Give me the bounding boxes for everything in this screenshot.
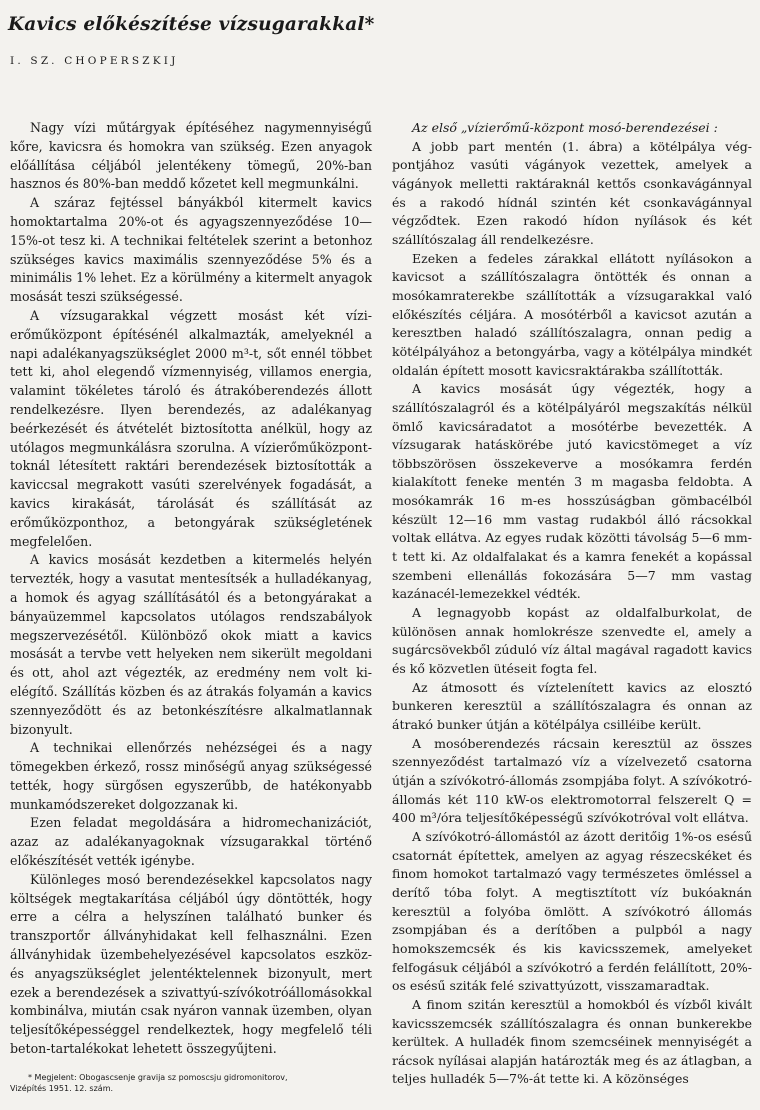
paragraph: A száraz fejtéssel bányákból kitermelt kavics homoktartalma 20%-ot és agyagszennyeződése 10—15%-ot tesz ki. A technikai feltételek szerint a betonhoz szükséges kavics maximális szennyeződése 5% és a minimális 1% lehet. Ez a körülmény a kitermelt anyagok mosását teszi szükségessé. — [10, 195, 372, 305]
paragraph: A jobb part mentén (1. ábra) a kötélpálya végpontjához vasúti vágányok vezettek, amelyek a vágányok melletti raktáraknál kettős csonkavágánnyal és a rakodó hídnál szintén két csonkavágánnyal végződtek. Ezen rakodó hídon nyílások és két szállítószalag áll rendelkezésre. — [392, 138, 752, 247]
footnote-line: * Megjelent: Obogascsenje gravija sz pomoscsju gidromonitorov, — [28, 1073, 288, 1082]
paragraph: Az átmosott és víztelenített kavics az elosztó bunkeren keresztül a szállítószalagra és onnan az átrakó bunker útján a kötélpálya csilléibe került. — [392, 679, 752, 732]
paragraph: A szívókotró-állomástól az ázott deritőig 1%-os esésű csatornát építettek, amelyen az agyag részecskéket és finom homokot tartalmazó vagy természetes ömléssel a derítő tóba folyt. A megtisztított víz bukóaknán keresztül a folyóba ömlött. A szívókotró állomás zsompjában és a derítőben a pulpból a nagy homokszemcsék és kis kavicsszemek, amelyeket felfogásuk céljából a szívókotró a ferdén felállított, 20%-os esésű sziták felé szivattyúzott, visszamaradtak. — [392, 828, 752, 994]
footnote-line: Vizépítés 1951. 12. szám. — [10, 1084, 114, 1093]
paragraph: A finom szitán keresztül a homokból és vízből kivált kavicsszemcsék szállítószalagra és onnan bunkerekbe kerültek. A hulladék finom szemcséinek mennyiségét a rácsok nyílásai alapján határozták meg és az átlagban, a teljes hulladék 5—7%-át tette ki. A közönséges — [392, 996, 752, 1087]
right-column — [392, 119, 752, 1089]
paragraph: A kavics mosását úgy végezték, hogy a szállítószalagról és a kötélpályáról megszakítás nélkül ömlő kavicsáradatot a mosótérbe bevezették. A vízsugarak hatáskörébe jutó kavicstömeget a víz többszörösen összekeverve a mosókamra ferdén kialakított feneke mentén 3 m magasba feldobta. A mosókamrák 16 m-es hosszúságban gömbacélból készült 12—16 mm vastag rudakból álló rácsokkal voltak ellátva. Az egyes rudak közötti távolság 5—6 mm-t tett ki. Az oldalfalakat és a kamra fenekét a kopással szembeni ellenállás fokozására 5—7 mm vastag kazánacél-lemezekkel védték. — [392, 381, 752, 602]
paragraph: Ezeken a fedeles zárakkal ellátott nyílásokon a kavicsot a szállítószalagra öntötték és onnan a mosókamraterekbe szállították a vízsugarakkal való előkészítés céljára. A mosótérből a kavicsot azután a keresztben haladó szállítószalagra, onnan pedig a kötélpályához a betongyárba, vagy a kötélpálya mindkét oldalán épített mosott kavicsraktárakba szállították. — [392, 250, 752, 378]
article-title: Kavics előkészítése vízsugarakkal* — [8, 14, 375, 35]
article-author: I. SZ. CHOPERSZKIJ — [10, 55, 179, 67]
section-heading: Az első „vízierőmű-központ mosó-berendezései : — [412, 120, 718, 135]
paragraph: Nagy vízi műtárgyak építéséhez nagymennyiségű kőre, kavicsra és homokra van szükség. Ezen anyagok előállítása céljából jelentékeny tömegű, 20%-ban hasznos és 80%-ban meddő kőzetet kell megmunkálni. — [10, 120, 372, 192]
paragraph: A legnagyobb kopást az oldalfalburkolat, de különösen annak homlokrésze szenvedte el, amely a sugárcsövekből zúduló víz által magával ragadott kavics és kő közvetlen ütéseit fogta fel. — [392, 605, 752, 677]
paragraph: Ezen feladat megoldására a hidromechanizációt, azaz az adalékanyagoknak vízsugarakkal történő előkészítését vették igénybe. — [10, 815, 372, 869]
paragraph: A kavics mosását kezdetben a kitermelés helyén tervezték, hogy a vasutat mentesítsék a hulladékanyag, a homok és agyag szállításától és a betongyárakat a bányaüzemmel kapcsolatos utólagos rendszabályok megszervezésétől. Különböző okok miatt a kavics mosását a tervbe vett helyeken nem sikerült megoldani és ott, ahol azt végezték, az eredmény nem volt kielégítő. Szállítás közben és az átrakás folyamán a kavics szennyeződött és az betonkészítésre alkalmatlannak bizonyult. — [10, 552, 372, 737]
paragraph: A mosóberendezés rácsain keresztül az összes szennyeződést tartalmazó víz a vízelvezető csatorna útján a szívókotró-állomás zsompjába folyt. A szívókotró-állomás két 110 kW-os elektromotorral felszerelt Q = 400 m³/óra teljesítőképességű szívókotróval volt ellátva. — [392, 735, 752, 826]
paragraph: A vízsugarakkal végzett mosást két vízierőműközpont építésénél alkalmazták, amelyeknél a napi adalékanyagszükséglet 2000 m³-t, sőt ennél többet tett ki, ahol elegendő vízmennyiség, villamos energia, valamint tökéletes tároló és átrakóberendezés állott rendelkezésre. Ilyen berendezés, az adalékanyag beérkezését és átvételét biztosította anélkül, hogy az utólagos megmunkálásra szorulna. A vízierőműközponttoknál létesített raktári berendezések biztosították a kaviccsal megrakott vasúti szerelvények fogadását, a kavics kirakását, tárolását és szállítását az erőműközponthoz, a betongyárak szükségletének megfelelően. — [10, 307, 372, 549]
paragraph: Különleges mosó berendezésekkel kapcsolatos nagy költségek megtakarítása céljából úgy döntötték, hogy erre a célra a helyszínen található bunker és transzportőr állványhidakat kell felhasználni. Ezen állványhidak üzembehelyezésével kapcsolatos eszköz- és anyagszükséglet jelentéktelennek bizonyult, mert ezek a berendezések a szivattyú-szívókotróállomásokkal kombinálva, miután csak nyáron vannak üzemben, olyan teljesítőképességgel rendelkeztek, hogy megfelelő téli beton-tartalékokat lehetett összegyűjteni. — [10, 871, 372, 1057]
footnote — [10, 1072, 380, 1094]
paragraph: A technikai ellenőrzés nehézségei és a nagy tömegekben érkező, rossz minőségű anyag szükségessé tették, hogy sürgősen egyszerűbb, de hatékonyabb munkamódszereket dolgozzanak ki. — [10, 740, 372, 812]
left-column — [10, 119, 372, 1059]
